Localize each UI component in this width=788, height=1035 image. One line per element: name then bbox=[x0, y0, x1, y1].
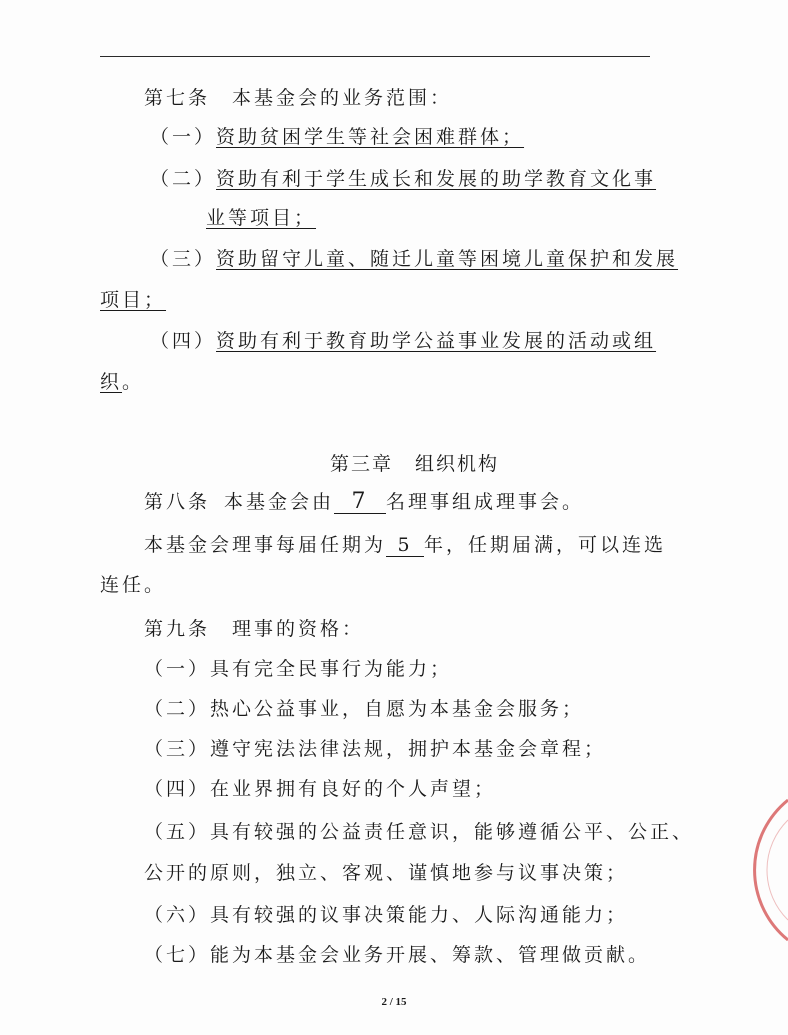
article9-item-3 bbox=[144, 737, 606, 761]
item-number: （三） bbox=[150, 248, 217, 270]
item-text-continued: 项目； bbox=[100, 289, 167, 311]
article7-item-2-cont bbox=[206, 206, 316, 230]
article8-term-cont bbox=[100, 573, 166, 597]
item-number: （一） bbox=[150, 126, 217, 148]
article9-item-4 bbox=[144, 777, 496, 801]
item-text: 资助留守儿童、随迁儿童等困境儿童保护和发展 bbox=[216, 248, 679, 270]
article7-item-3-cont bbox=[100, 288, 166, 312]
member-count-blank: 7 bbox=[334, 491, 386, 514]
article8-text-before: 本基金会由 bbox=[224, 491, 335, 513]
item-text: 资助贫困学生等社会困难群体； bbox=[216, 126, 525, 148]
item-number: （七） bbox=[144, 944, 211, 966]
item-text: 具有完全民事行为能力； bbox=[210, 658, 453, 680]
item-text-continued: 业等项目； bbox=[206, 207, 317, 229]
article8-term-line bbox=[144, 533, 666, 557]
article7-text: 本基金会的业务范围： bbox=[232, 87, 453, 109]
article7-item-2 bbox=[150, 167, 656, 191]
article9-item-5 bbox=[144, 820, 694, 844]
term-text-continued: 连任。 bbox=[100, 574, 167, 596]
seal-stamp-icon bbox=[748, 790, 788, 950]
item-text-continued: 公开的原则，独立、客观、谨慎地参与议事决策； bbox=[144, 862, 629, 884]
article7-item-3 bbox=[150, 247, 678, 271]
article8-heading: 第八条 bbox=[144, 491, 211, 513]
term-text-after: 年，任期届满，可以连选 bbox=[424, 534, 667, 556]
item-text: 遵守宪法法律法规，拥护本基金会章程； bbox=[210, 738, 607, 760]
item-text: 热心公益事业，自愿为本基金会服务； bbox=[210, 698, 585, 720]
item-text: 资助有利于教育助学公益事业发展的活动或组 bbox=[216, 330, 657, 352]
item-number: （四） bbox=[144, 778, 211, 800]
header-rule bbox=[100, 56, 650, 57]
item-text: 能为本基金会业务开展、筹款、管理做贡献。 bbox=[210, 944, 651, 966]
article7-line bbox=[144, 86, 452, 110]
term-years-blank: 5 bbox=[386, 534, 424, 557]
item-text: 资助有利于学生成长和发展的助学教育文化事 bbox=[216, 168, 657, 190]
article8-text-after: 名理事组成理事会。 bbox=[386, 491, 585, 513]
item-number: （五） bbox=[144, 821, 211, 843]
article7-heading: 第七条 bbox=[144, 87, 211, 109]
chapter-title: 组织机构 bbox=[415, 453, 500, 475]
article7-item-1 bbox=[150, 125, 524, 149]
item-number: （三） bbox=[144, 738, 211, 760]
chapter-number: 第三章 bbox=[330, 453, 394, 475]
article9-heading: 第九条 bbox=[144, 618, 211, 640]
term-text-before: 本基金会理事每届任期为 bbox=[144, 534, 387, 556]
article7-item-4-cont bbox=[100, 370, 144, 394]
article9-item-2 bbox=[144, 697, 584, 721]
article9-line bbox=[144, 617, 364, 641]
item-text-continued: 织 bbox=[100, 371, 123, 393]
item-number: （四） bbox=[150, 330, 217, 352]
article9-item-5-cont bbox=[144, 861, 628, 885]
item-text: 具有较强的公益责任意识，能够遵循公平、公正、 bbox=[210, 821, 695, 843]
item-end-punct: 。 bbox=[122, 371, 145, 393]
article9-item-7 bbox=[144, 943, 650, 967]
article9-text: 理事的资格： bbox=[232, 618, 365, 640]
item-number: （一） bbox=[144, 658, 211, 680]
item-text: 具有较强的议事决策能力、人际沟通能力； bbox=[210, 904, 629, 926]
article8-line bbox=[144, 490, 584, 514]
page-number: 2 / 15 bbox=[381, 996, 407, 1008]
article9-item-1 bbox=[144, 657, 452, 681]
chapter-heading bbox=[330, 452, 499, 476]
item-number: （六） bbox=[144, 904, 211, 926]
item-text: 在业界拥有良好的个人声望； bbox=[210, 778, 497, 800]
article7-item-4 bbox=[150, 329, 656, 353]
item-number: （二） bbox=[150, 168, 217, 190]
item-number: （二） bbox=[144, 698, 211, 720]
article9-item-6 bbox=[144, 903, 628, 927]
